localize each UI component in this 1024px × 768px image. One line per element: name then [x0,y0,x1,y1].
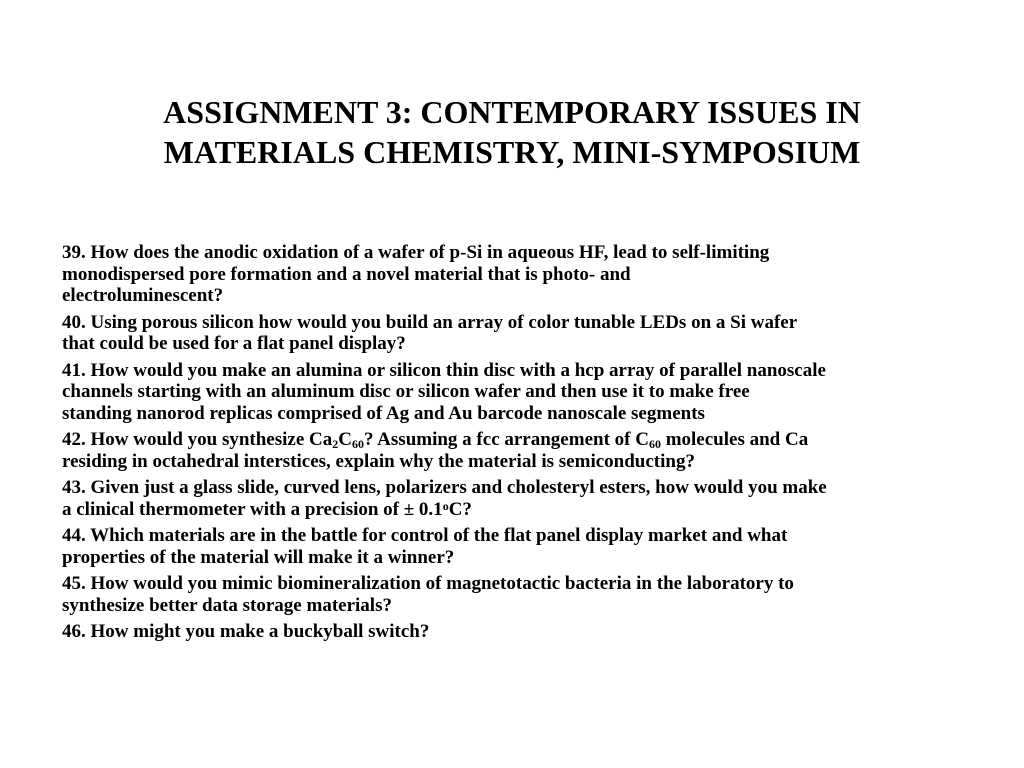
question-43-line-2 [62,498,992,521]
question-39-line-1: 39. How does the anodic oxidation of a wafer of p-Si in aqueous HF, lead to self-limiting [62,242,770,263]
slide-title [40,92,984,172]
question-45 [62,573,992,616]
question-43-text-b: C? [448,498,472,520]
question-45-line-2: synthesize better data storage materials? [62,594,392,616]
question-41-line-2: channels starting with an aluminum disc or silicon wafer and then use it to make free [62,381,750,402]
question-42-text-a: 42. How would you synthesize Ca [62,429,333,450]
question-39 [62,242,992,307]
question-39-line-2: monodispersed pore formation and a novel material that is photo- and [62,263,631,285]
question-list [62,242,992,648]
question-43 [62,477,992,520]
question-44-line-1: 44. Which materials are in the battle for control of the flat panel display market and what [62,525,788,546]
question-43-text-a: a clinical thermometer with a precision of ± 0.1 [62,498,443,520]
question-42 [62,429,992,472]
question-40 [62,312,992,355]
question-42-line-2: residing in octahedral interstices, explain why the material is semiconducting? [62,450,695,472]
question-42-sub-60-b: 60 [648,437,661,451]
title-line-2: MATERIALS CHEMISTRY, MINI-SYMPOSIUM [163,134,861,170]
title-line-1: ASSIGNMENT 3: CONTEMPORARY ISSUES IN [163,94,861,130]
question-44-line-2: properties of the material will make it a winner? [62,546,455,568]
question-46 [62,621,992,643]
question-42-text-d: molecules and Ca [660,429,809,450]
question-42-text-b: C [338,429,352,450]
question-40-line-2: that could be used for a flat panel display? [62,333,406,354]
question-42-sub-2: 2 [332,437,339,451]
question-42-line-1 [62,429,992,451]
question-41-line-1: 41. How would you make an alumina or silicon thin disc with a hcp array of parallel nanoscale [62,359,826,381]
question-43-degree-sup: o [442,498,449,513]
question-41-line-3: standing nanorod replicas comprised of Ag and Au barcode nanoscale segments [62,402,705,424]
question-41 [62,360,992,425]
question-39-line-3: electroluminescent? [62,285,224,306]
question-40-line-1: 40. Using porous silicon how would you build an array of color tunable LEDs on a Si wafer [62,311,798,333]
question-44 [62,525,992,568]
question-45-line-1: 45. How would you mimic biomineralization of magnetotactic bacteria in the laboratory to [62,573,794,594]
question-43-line-1: 43. Given just a glass slide, curved lens, polarizers and cholesteryl esters, how would you make [62,477,827,498]
question-42-text-c: ? Assuming a fcc arrangement of C [363,429,649,450]
question-42-sub-60-a: 60 [351,437,364,451]
question-46-line-1: 46. How might you make a buckyball switch? [62,621,430,642]
